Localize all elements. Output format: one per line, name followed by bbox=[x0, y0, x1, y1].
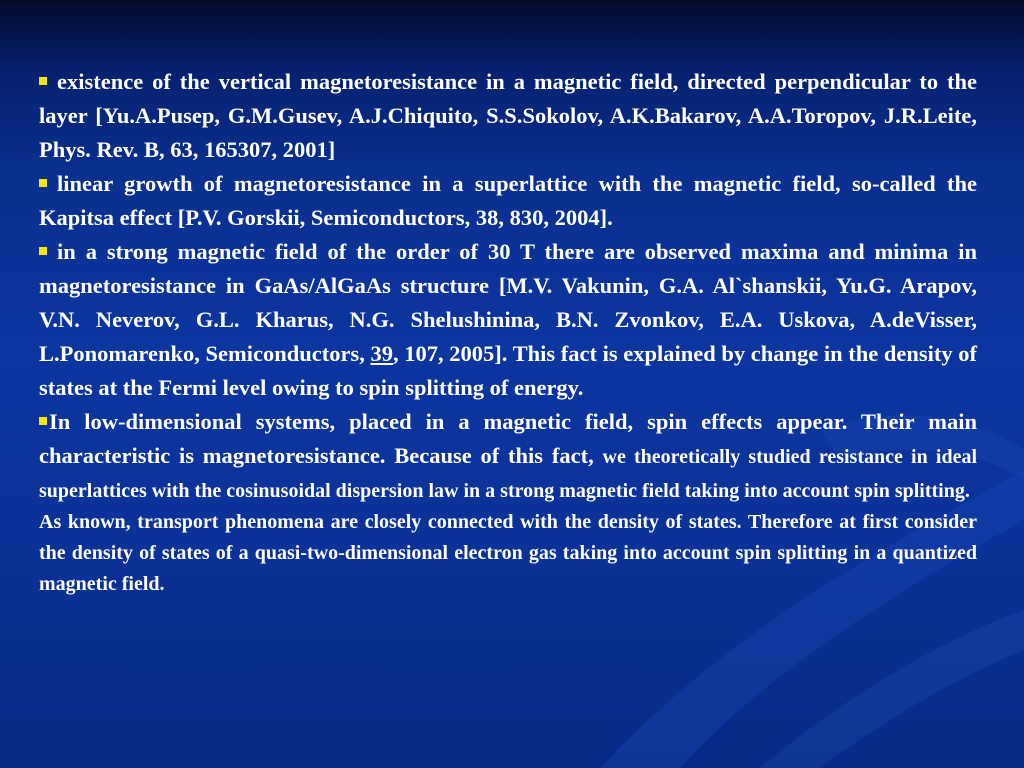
bullet-item-vertical-magnetoresistance bbox=[39, 65, 977, 167]
paragraph-text: linear growth of magnetoresistance in a superlattice with the magnetic field, so-called the Kapitsa effect [P.V. Gorskii, Semiconductors, 38, 830, 2004]. bbox=[39, 171, 977, 230]
paragraph-density-of-states bbox=[39, 507, 977, 600]
paragraph-text: in a strong magnetic field of the order of 30 T there are observed maxima and minima in magnetoresistance in GaAs/AlGaAs structure [M.V. Vakunin, G.A. Al`shanskii, Yu.G. Arapov, V.N. Neverov, G.L. Kharus, N.G. Shelushinina, B.N. Zvonkov, E.A. Uskova, A.deVisser, L.Ponomarenko, Semiconductors, bbox=[39, 239, 977, 366]
square-bullet-icon bbox=[39, 247, 47, 255]
square-bullet-icon bbox=[39, 77, 47, 85]
paragraph-text: As known, transport phenomena are closely connected with the density of states. Therefore at first consider the density of states of a quasi-two-dimensional electron gas taking into account spin splitting in a quantized magnetic field. bbox=[39, 511, 977, 595]
slide-body bbox=[39, 65, 977, 600]
square-bullet-icon bbox=[39, 417, 47, 425]
bullet-item-spin-effects bbox=[39, 405, 977, 507]
bullet-item-kapitsa-effect bbox=[39, 167, 977, 235]
paragraph-text-small: we theoretically studied resistance in ideal superlattices with the cosinusoidal dispersion law in a strong magnetic field taking into account spin splitting. bbox=[39, 446, 978, 502]
bullet-item-strong-field bbox=[39, 235, 977, 405]
paragraph-text: , 107, 2005]. This fact is explained by change in the density of states at the Fermi level owing to spin splitting of energy. bbox=[39, 341, 978, 400]
paragraph-text: In low-dimensional systems, placed in a magnetic field, spin effects appear. Their main characteristic is magnetoresistance. Because of this fact, bbox=[39, 409, 977, 468]
paragraph-text: existence of the vertical magnetoresistance in a magnetic field, directed perpendicular to the layer [Yu.A.Pusep, G.M.Gusev, A.J.Chiquito, S.S.Sokolov, A.K.Bakarov, A.A.Toropov, J.R.Leite, Phys. Rev. B, 63, 165307, 2001] bbox=[39, 69, 977, 162]
volume-number: 39 bbox=[370, 341, 393, 366]
square-bullet-icon bbox=[39, 179, 47, 187]
